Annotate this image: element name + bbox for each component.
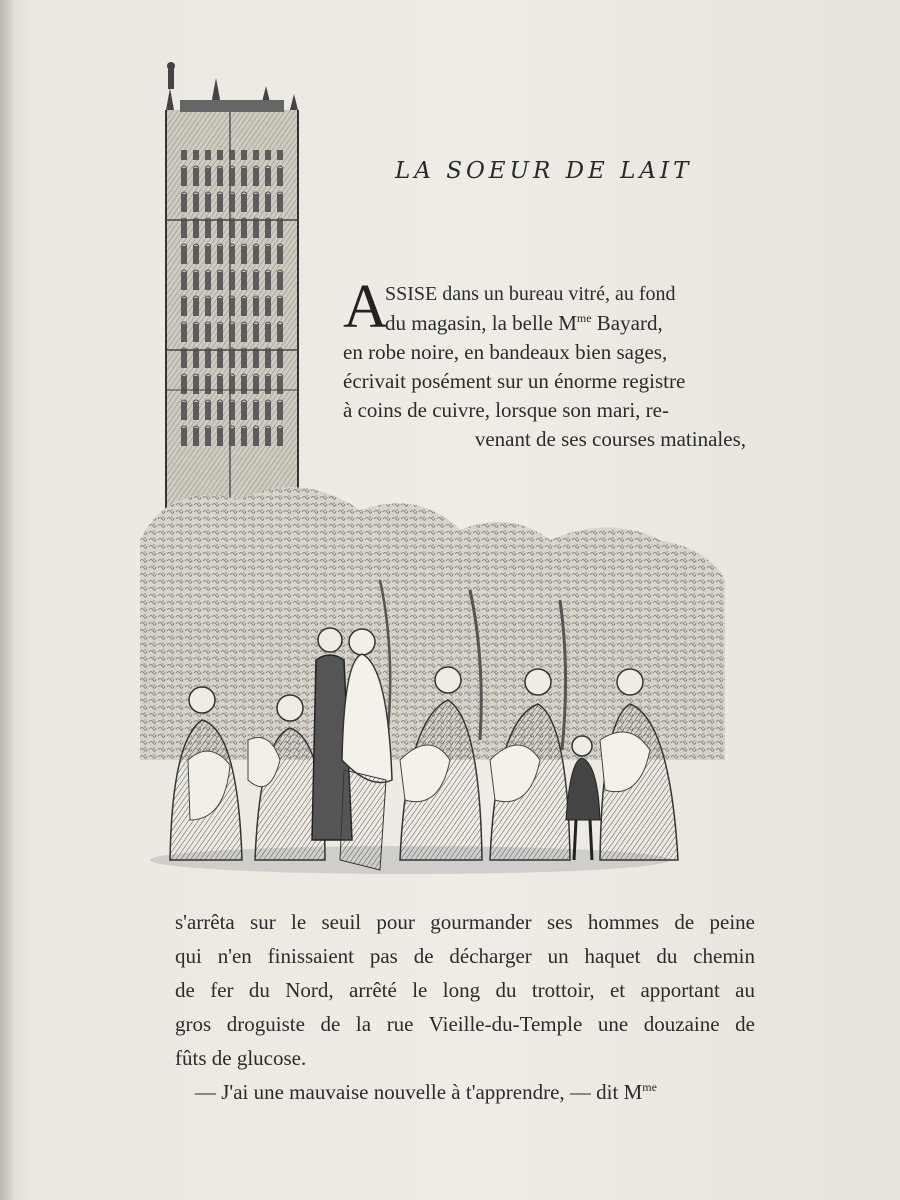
page-gutter (0, 0, 14, 1200)
text-line (175, 1075, 755, 1109)
superscript-me: me (576, 311, 592, 325)
text-line: de fer du Nord, arrêté le long du trottoir, et apportant au (175, 978, 755, 1002)
opening-line-text: Bayard, (591, 311, 663, 335)
superscript-me: me (642, 1080, 657, 1094)
opening-line: à coins de cuivre, lorsque son mari, re- (343, 398, 669, 422)
text-line: qui n'en finissaient pas de décharger un haquet du chemin (175, 944, 755, 968)
text-line: gros droguiste de la rue Vieille-du-Temple une douzaine de (175, 1012, 755, 1036)
text-line-text: — J'ai une mauvaise nouvelle à t'apprendre, — dit M (195, 1080, 643, 1104)
chapter-title: LA SOEUR DE LAIT (395, 158, 693, 184)
drop-cap: A (343, 273, 388, 341)
opening-line-text: du magasin, la belle M (385, 311, 577, 335)
opening-line: en robe noire, en bandeaux bien sages, (343, 340, 668, 364)
opening-paragraph (343, 273, 748, 454)
continuation-paragraph (175, 905, 755, 1109)
text-line: s'arrêta sur le seuil pour gourmander ses hommes de peine (175, 910, 755, 934)
opening-line: SSISE dans un bureau vitré, au fond (385, 283, 676, 305)
opening-line (343, 309, 748, 338)
opening-line: écrivait posément sur un énorme registre (343, 369, 686, 393)
text-line: fûts de glucose. (175, 1046, 307, 1070)
opening-line: venant de ses courses matinales, (474, 427, 746, 451)
tower-drawing (166, 62, 298, 530)
